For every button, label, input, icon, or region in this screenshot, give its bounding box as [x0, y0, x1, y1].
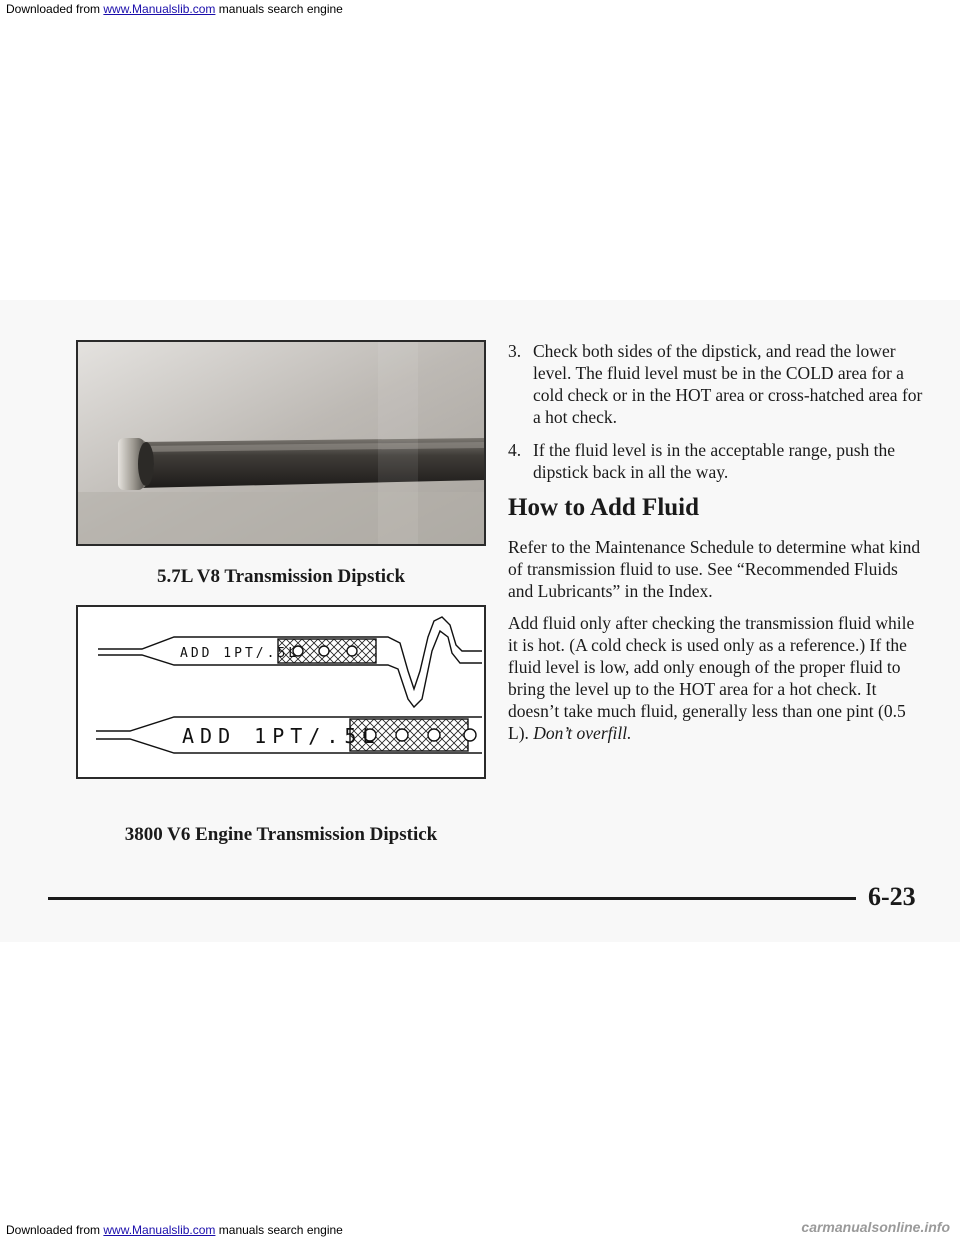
footer-rule	[48, 897, 856, 900]
dipstick-photo	[76, 340, 486, 546]
download-watermark-top: Downloaded from www.Manualslib.com manuals search engine	[6, 2, 343, 16]
lower-dipstick-label: ADD 1PT/.5L	[182, 724, 381, 748]
list-item: 4. If the fluid level is in the acceptable range, push the dipstick back in all the way.	[508, 440, 896, 482]
steps-list	[508, 340, 924, 483]
upper-dipstick-label: ADD 1PT/.5L	[180, 646, 300, 661]
manualslib-link-bottom[interactable]: www.Manualslib.com	[103, 1223, 216, 1237]
instructions-column	[508, 340, 924, 754]
drawing-caption: 3800 V6 Engine Transmission Dipstick	[124, 824, 438, 845]
list-item: 3. Check both sides of the dipstick, and read the lower level. The fluid level must be in the COLD area for a cold check or in the HOT area or cross-hatched area for a hot check.	[508, 341, 923, 427]
dipstick-line-drawing	[78, 607, 484, 777]
dipstick-drawing	[76, 605, 486, 779]
manualslib-link-top[interactable]: www.Manualslib.com	[103, 2, 216, 16]
photo-caption: 5.7L V8 Transmission Dipstick	[156, 566, 406, 587]
site-watermark: carmanualsonline.info	[801, 1219, 950, 1235]
upper-dipstick	[98, 617, 482, 707]
dipstick-photo-illustration	[78, 342, 484, 544]
paragraph-fluid-type: Refer to the Maintenance Schedule to determine what kind of transmission fluid to use. See “Recommended Fluids and Lubricants” in the Index.	[508, 537, 921, 601]
page-number: 6-23	[868, 882, 916, 911]
download-watermark-bottom: Downloaded from www.Manualslib.com manuals search engine	[6, 1223, 343, 1237]
paragraph-add-fluid: Add fluid only after checking the transmission fluid while it is hot. (A cold check is used only as a reference.) If the fluid level is low, add only enough of the proper fluid to bring the level up to the HOT area for a hot check. It doesn’t take much fluid, generally less than one pint (0.5 L). Don’t overfill.	[508, 613, 915, 743]
section-heading: How to Add Fluid	[508, 494, 700, 521]
overfill-warning: Don’t overfill.	[533, 723, 632, 743]
